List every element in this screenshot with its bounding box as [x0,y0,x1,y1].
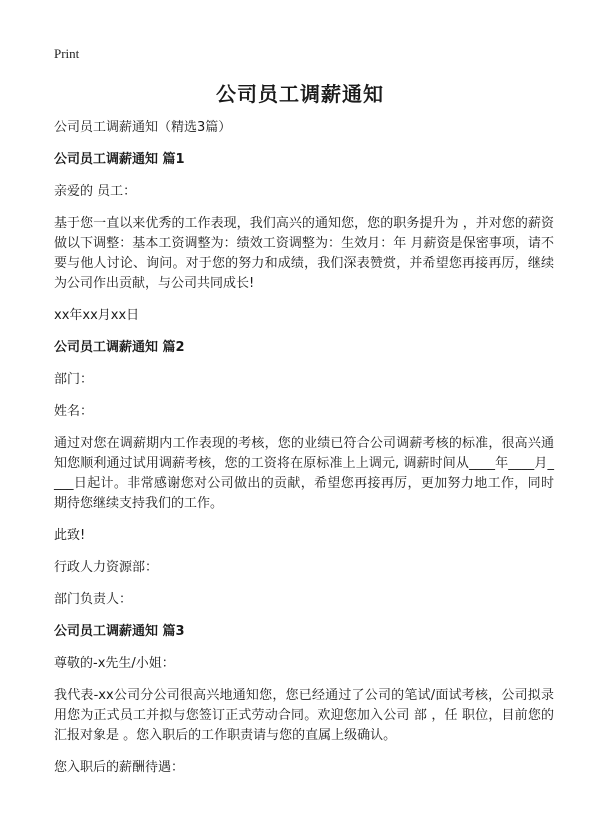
section-2-closing: 此致! [54,528,86,543]
section-1-body: 基于您一直以来优秀的工作表现，我们高兴的通知您，您的职务提升为 ，并对您的薪资做以下调整：基本工资调整为：绩效工资调整为：生效月：年 月薪资是保密事项，请不要与他人讨论、询问。对于您的努力和成绩，我们深表赞赏，并希望您再接再厉，继续为公司作出贡献，与公司共同成长! [54,216,554,291]
section-3-body: 我代表-xx公司分公司很高兴地通知您，您已经通过了公司的笔试/面试考核，公司拟录用您为正式员工并拟与您签订正式劳动合同。欢迎您加入公司 部 ，任 职位，目前您的汇报对象是 。您入职后的工作职责请与您的直属上级确认。 [54,688,554,743]
section-3-greeting: 尊敬的-x先生/小姐： [54,656,175,671]
section-2-body: 通过对您在调薪期内工作表现的考核，您的业绩已符合公司调薪考核的标准，很高兴通知您顺利通过试用调薪考核，您的工资将在原标准上上调元, 调薪时间从____年____月____日起计。非常感谢您对公司做出的贡献，希望您再接再厉，更加努力地工作，同时期待您继续支持我们的工作。 [54,436,554,511]
section-3-salary-line: 您入职后的薪酬待遇： [54,760,185,775]
intro-line: 公司员工调薪通知（精选3篇） [54,120,232,135]
print-link[interactable]: Print [54,46,80,61]
section-2-department: 部门： [54,372,94,387]
section-2-name: 姓名： [54,404,94,419]
section-2-heading: 公司员工调薪通知 篇2 [54,340,185,355]
section-1-greeting: 亲爱的 员工： [54,184,137,199]
section-1-date: xx年xx月xx日 [54,308,140,323]
section-2-hr-dept: 行政人力资源部： [54,560,159,575]
section-3-heading: 公司员工调薪通知 篇3 [54,624,185,639]
section-1-heading: 公司员工调薪通知 篇1 [54,152,185,167]
document-body [54,118,554,790]
page-title: 公司员工调薪通知 [216,82,384,106]
section-2-dept-head: 部门负责人： [54,592,133,607]
